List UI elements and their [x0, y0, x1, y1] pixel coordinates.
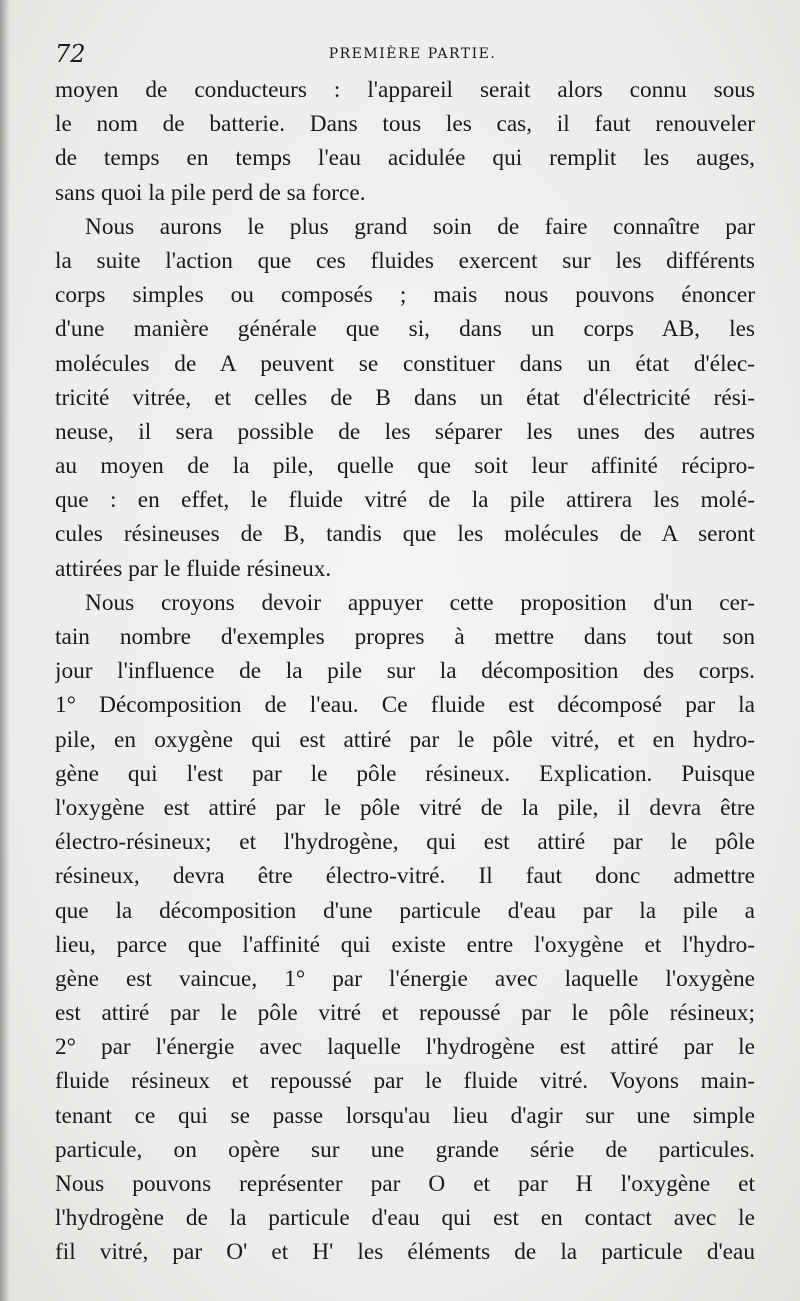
text-line: Nous aurons le plus grand soin de faire connaître par [85, 213, 755, 240]
text-line: est attiré par le pôle vitré et repoussé par le pôle résineux; [55, 1000, 755, 1027]
text-line: jour l'influence de la pile sur la décomposition des corps. [55, 658, 755, 685]
text-line: cules résineuses de B, tandis que les molécules de A seront [55, 521, 755, 548]
text-line: attirées par le fluide résineux. [55, 555, 332, 582]
text-line: la suite l'action que ces fluides exercent sur les différents [55, 247, 755, 274]
text-line: électro-résineux; et l'hydrogène, qui est attiré par le pôle [55, 829, 755, 856]
page-number: 72 [55, 40, 86, 68]
text-line: gène qui l'est par le pôle résineux. Explication. Puisque [55, 760, 755, 787]
text-line: que : en effet, le fluide vitré de la pile attirera les molé- [55, 487, 755, 514]
text-line: tain nombre d'exemples propres à mettre dans tout son [55, 624, 755, 650]
text-line: l'hydrogène de la particule d'eau qui est en contact avec le [55, 1205, 755, 1232]
text-line: au moyen de la pile, quelle que soit leur affinité récipro- [55, 453, 755, 480]
running-head: PREMIÈRE PARTIE. [328, 46, 497, 62]
text-line: pile, en oxygène qui est attiré par le pôle vitré, et en hydro- [55, 726, 755, 753]
text-line: neuse, il sera possible de les séparer les unes des autres [55, 418, 755, 445]
text-line: d'une manière générale que si, dans un corps AB, les [55, 316, 755, 343]
text-line: fil vitré, par O' et H' les éléments de la particule d'eau [55, 1239, 755, 1266]
text-line: 2° par l'énergie avec laquelle l'hydrogène est attiré par le [55, 1034, 755, 1061]
text-line: tenant ce qui se passe lorsqu'au lieu d'agir sur une simple [55, 1102, 755, 1129]
text-line: particule, on opère sur une grande série de particules. [55, 1136, 755, 1163]
text-line: le nom de batterie. Dans tous les cas, il faut renouveler [55, 111, 755, 138]
text-line: lieu, parce que l'affinité qui existe entre l'oxygène et l'hydro- [55, 931, 755, 958]
body-text [55, 73, 755, 1270]
text-line: l'oxygène est attiré par le pôle vitré de la pile, il devra être [55, 794, 755, 821]
page-header [55, 40, 750, 70]
text-line: Nous pouvons représenter par O et par H l'oxygène et [55, 1171, 755, 1197]
text-line: résineux, devra être électro-vitré. Il faut donc admettre [55, 863, 755, 890]
text-line: que la décomposition d'une particule d'eau par la pile a [55, 897, 755, 924]
text-line: fluide résineux et repoussé par le fluide vitré. Voyons main- [55, 1068, 755, 1095]
text-line: moyen de conducteurs : l'appareil serait alors connu sous [55, 77, 755, 103]
text-line: 1° Décomposition de l'eau. Ce fluide est décomposé par la [55, 692, 755, 719]
text-line: de temps en temps l'eau acidulée qui remplit les auges, [55, 145, 755, 172]
text-line: sans quoi la pile perd de sa force. [55, 179, 366, 206]
text-line: gène est vaincue, 1° par l'énergie avec laquelle l'oxygène [55, 965, 755, 992]
text-line: corps simples ou composés ; mais nous pouvons énoncer [55, 282, 755, 309]
text-line: tricité vitrée, et celles de B dans un état d'électricité rési- [55, 384, 755, 411]
text-line: Nous croyons devoir appuyer cette proposition d'un cer- [85, 589, 755, 616]
text-line: molécules de A peuvent se constituer dans un état d'élec- [55, 350, 755, 377]
